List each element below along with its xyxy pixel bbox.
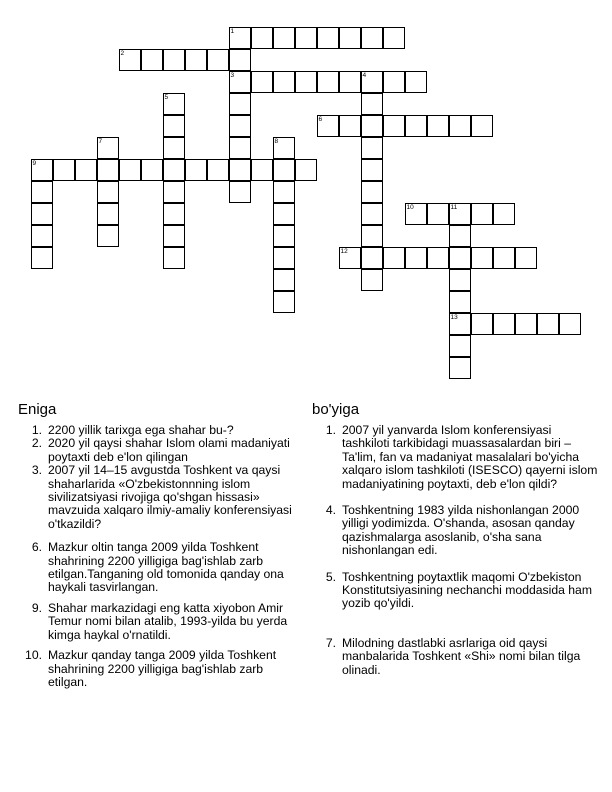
clue-number: 10. (25, 648, 42, 663)
clue-number: 1. (31, 423, 42, 437)
across-heading: Eniga (18, 401, 57, 418)
grid-cell[interactable] (449, 335, 471, 357)
clue-number: 6. (31, 540, 42, 555)
grid-cell[interactable] (361, 269, 383, 291)
grid-cell[interactable] (317, 27, 339, 49)
grid-cell[interactable] (273, 247, 295, 269)
grid-cell[interactable] (471, 115, 493, 137)
grid-cell[interactable] (361, 115, 383, 137)
grid-cell[interactable] (427, 203, 449, 225)
grid-cell[interactable] (405, 115, 427, 137)
grid-cell[interactable] (229, 93, 251, 115)
cell-number: 3 (230, 71, 235, 79)
grid-cell[interactable] (97, 225, 119, 247)
grid-cell[interactable] (185, 49, 207, 71)
grid-cell[interactable] (31, 247, 53, 269)
grid-cell[interactable] (449, 115, 471, 137)
cell-number: 4 (362, 71, 367, 79)
down-heading: bo'yiga (312, 401, 360, 418)
cell-number: 2 (120, 49, 125, 57)
grid-cell[interactable] (493, 313, 515, 335)
grid-cell[interactable] (97, 181, 119, 203)
grid-cell[interactable] (449, 247, 471, 269)
down-clue (316, 424, 598, 491)
grid-cell[interactable] (229, 115, 251, 137)
cell-number: 8 (274, 137, 279, 145)
grid-cell[interactable] (471, 313, 493, 335)
grid-cell[interactable] (537, 313, 559, 335)
clue-text: Toshkentning poytaxtlik maqomi O'zbekiston Konstitutsiyasining nechanchi moddasida ham yozib qo'yildi. (342, 569, 592, 611)
clue-number: 5. (325, 569, 336, 584)
grid-cell[interactable] (471, 247, 493, 269)
grid-cell[interactable] (163, 203, 185, 225)
clue-number: 9. (31, 600, 42, 615)
grid-cell[interactable] (185, 159, 207, 181)
cell-number: 7 (98, 137, 103, 145)
cell-number: 1 (230, 27, 235, 35)
clue-text: 2007 yil yanvarda Islom konferensiyasi tashkiloti tarkibidagi muassasalardan biri – Ta'lim, fan va madaniyat masalalari bo'yicha xalqaro islom tashkiloti (ISESCO) qayerni islom madaniyatining poytaxti, deb e'lon qildi? (342, 423, 598, 491)
clue-text: Mazkur qanday tanga 2009 yilda Toshkent shahrining 2200 yilligiga bag'ishlab zarb etilgan. (48, 648, 277, 689)
grid-cell[interactable] (273, 225, 295, 247)
grid-cell[interactable] (295, 71, 317, 93)
clue-number: 3. (31, 463, 42, 478)
grid-cell[interactable] (229, 49, 251, 71)
grid-cell[interactable] (273, 71, 295, 93)
grid-cell[interactable] (339, 115, 361, 137)
grid-cell[interactable] (273, 203, 295, 225)
across-clue (22, 541, 300, 595)
cell-number: 11 (450, 203, 458, 211)
grid-cell[interactable] (207, 159, 229, 181)
grid-cell[interactable] (53, 159, 75, 181)
grid-cell[interactable] (207, 49, 229, 71)
clue-text: 2020 yil qaysi shahar Islom olami madaniyati poytaxti deb e'lon qilingan (48, 436, 290, 464)
cell-number: 13 (450, 313, 458, 321)
grid-cell[interactable] (295, 27, 317, 49)
grid-cell[interactable] (163, 137, 185, 159)
grid-cell[interactable] (405, 71, 427, 93)
across-clue (22, 424, 300, 437)
grid-cell[interactable] (97, 159, 119, 181)
grid-cell[interactable] (163, 115, 185, 137)
grid-cell[interactable] (339, 27, 361, 49)
grid-cell[interactable] (383, 247, 405, 269)
grid-cell[interactable] (515, 313, 537, 335)
down-clue (316, 571, 598, 611)
clue-number: 1. (325, 423, 336, 437)
grid-cell[interactable] (273, 159, 295, 181)
grid-cell[interactable] (559, 313, 581, 335)
grid-cell[interactable] (471, 203, 493, 225)
clue-text: 2007 yil 14–15 avgustda Toshkent va qaysi shaharlarida «O'zbekistonnning islom sivilizatsiyasi rivojiga qo'shgan hissasi» mavzuida xalqaro ilmiy-amaliy konferensiyasi o'tkazildi? (48, 463, 292, 531)
grid-cell[interactable] (31, 181, 53, 203)
grid-cell[interactable] (449, 291, 471, 313)
cell-number: 10 (406, 203, 414, 211)
grid-cell[interactable] (97, 203, 119, 225)
grid-cell[interactable] (251, 27, 273, 49)
grid-cell[interactable] (273, 269, 295, 291)
down-clue-list (316, 424, 598, 677)
grid-cell[interactable] (361, 27, 383, 49)
across-clue (22, 602, 300, 642)
cell-number: 12 (340, 247, 348, 255)
grid-cell[interactable] (427, 247, 449, 269)
grid-cell[interactable] (361, 225, 383, 247)
grid-cell[interactable] (163, 159, 185, 181)
grid-cell[interactable] (251, 71, 273, 93)
grid-cell[interactable] (163, 225, 185, 247)
grid-cell[interactable] (383, 71, 405, 93)
grid-cell[interactable] (449, 269, 471, 291)
cell-number: 6 (318, 115, 323, 123)
grid-cell[interactable] (163, 181, 185, 203)
grid-cell[interactable] (361, 137, 383, 159)
grid-cell[interactable] (361, 159, 383, 181)
down-clue (316, 504, 598, 558)
grid-cell[interactable] (295, 159, 317, 181)
grid-cell[interactable] (229, 181, 251, 203)
down-clue (316, 637, 598, 677)
grid-cell[interactable] (31, 203, 53, 225)
grid-cell[interactable] (361, 93, 383, 115)
grid-cell[interactable] (405, 247, 427, 269)
clue-text: Shahar markazidagi eng katta xiyobon Amir Temur nomi bilan atalib, 1993-yilda bu yerda kimga haykal o'rnatildi. (48, 600, 288, 642)
grid-cell[interactable] (229, 159, 251, 181)
grid-cell[interactable] (317, 71, 339, 93)
grid-cell[interactable] (163, 49, 185, 71)
across-clue (22, 649, 300, 689)
cell-number: 9 (32, 159, 37, 167)
grid-cell[interactable] (273, 27, 295, 49)
grid-cell[interactable] (273, 181, 295, 203)
clue-number: 2. (31, 436, 42, 451)
grid-cell[interactable] (229, 137, 251, 159)
grid-cell[interactable] (361, 203, 383, 225)
grid-cell[interactable] (119, 159, 141, 181)
across-clue (22, 437, 300, 464)
grid-cell[interactable] (361, 181, 383, 203)
grid-cell[interactable] (251, 159, 273, 181)
grid-cell[interactable] (449, 225, 471, 247)
clue-text: Mazkur oltin tanga 2009 yilda Toshkent shahrining 2200 yilligiga bag'ishlab zarb etilgan.Tanganing old tomonida qanday ona haykali tasvirlangan. (48, 540, 284, 595)
grid-cell[interactable] (515, 247, 537, 269)
grid-cell[interactable] (427, 115, 449, 137)
grid-cell[interactable] (383, 27, 405, 49)
grid-cell[interactable] (31, 225, 53, 247)
grid-cell[interactable] (75, 159, 97, 181)
grid-cell[interactable] (449, 357, 471, 379)
grid-cell[interactable] (141, 159, 163, 181)
clue-text: 2200 yillik tarixga ega shahar bu-? (48, 423, 234, 437)
grid-cell[interactable] (493, 203, 515, 225)
cell-number: 5 (164, 93, 169, 101)
grid-cell[interactable] (163, 247, 185, 269)
grid-cell[interactable] (383, 115, 405, 137)
grid-cell[interactable] (493, 247, 515, 269)
clue-text: Milodning dastlabki asrlariga oid qaysi manbalarida Toshkent «Shi» nomi bilan tilga olinadi. (342, 635, 581, 677)
clue-number: 4. (325, 503, 336, 518)
grid-cell[interactable] (339, 71, 361, 93)
across-clue (22, 464, 300, 531)
grid-cell[interactable] (361, 247, 383, 269)
grid-cell[interactable] (273, 291, 295, 313)
clue-number: 7. (325, 635, 336, 650)
across-clue-list (22, 424, 300, 689)
clue-text: Toshkentning 1983 yilda nishonlangan 2000 yilligi yodimizda. O'shanda, asosan qanday qazishmalarga asoslanib, o'sha sana nishonlangan edi. (342, 503, 580, 558)
grid-cell[interactable] (141, 49, 163, 71)
